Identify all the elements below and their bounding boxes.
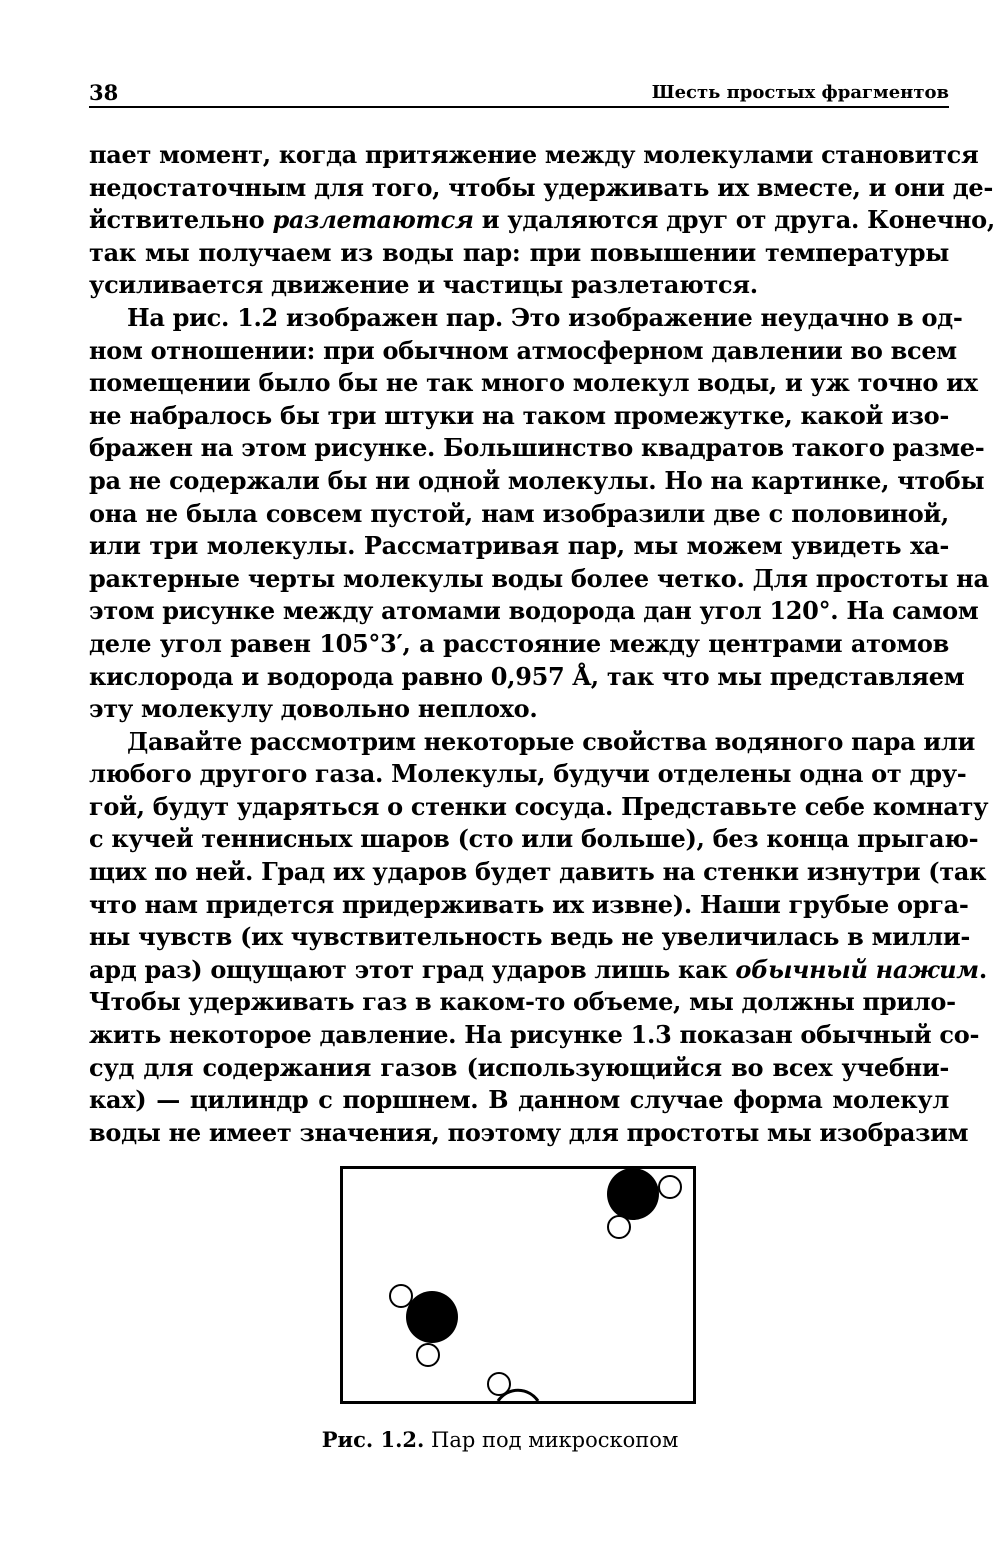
paragraph: [89, 139, 995, 302]
page-number: 38: [89, 80, 119, 105]
text-run: эту молекулу довольно неплохо.: [89, 694, 538, 724]
text-run: щих по ней. Град их ударов будет давить на стенки изнутри (так: [89, 857, 987, 887]
text-line: [89, 856, 987, 889]
page-header: [89, 76, 949, 108]
text-line: [89, 1052, 949, 1085]
text-line: [89, 1117, 969, 1150]
text-run: ны чувств (их чувствительность ведь не увеличилась в милли-: [89, 922, 971, 952]
figure-steam-microscope: [340, 1166, 696, 1404]
text-line: [89, 1019, 980, 1052]
emphasis-text: разлетаются: [272, 205, 474, 235]
hydrogen-atom: [390, 1285, 412, 1307]
text-run: помещении было бы не так много молекул воды, и уж точно их: [89, 368, 978, 398]
text-line: [89, 661, 965, 694]
text-run: рактерные черты молекулы воды более четко. Для простоты на: [89, 563, 989, 593]
hydrogen-atom: [417, 1344, 439, 1366]
text-line: [89, 139, 979, 172]
text-line: [89, 172, 994, 205]
text-line: [89, 921, 971, 954]
text-line: [89, 628, 949, 661]
text-run: этом рисунке между атомами водорода дан угол 120°. На самом: [89, 596, 979, 626]
text-run: ках) — цилиндр с поршнем. В данном случае форма молекул: [89, 1085, 949, 1115]
text-run: недостаточным для того, чтобы удерживать их вместе, и они де-: [89, 172, 994, 202]
text-run: На рис. 1.2 изображен пар. Это изображение неудачно в од-: [127, 302, 963, 332]
caption-text: Пар под микроскопом: [431, 1428, 679, 1452]
text-run: .: [978, 954, 987, 984]
text-line: [89, 269, 949, 302]
text-line: [89, 791, 989, 824]
text-line: [89, 758, 967, 791]
text-run: пает момент, когда притяжение между молекулами становится: [89, 140, 979, 169]
text-line: [89, 954, 987, 987]
text-line: [89, 498, 949, 531]
text-line: [89, 237, 949, 270]
text-run: усиливается движение и частицы разлетаются.: [89, 270, 758, 300]
text-run: Чтобы удерживать газ в каком-то объеме, мы должны прило-: [89, 987, 956, 1017]
body-text: [89, 139, 995, 1149]
text-line: [89, 823, 979, 856]
text-line: [89, 986, 956, 1019]
text-line: [89, 432, 985, 465]
text-line: [89, 302, 963, 335]
text-line: [89, 693, 949, 726]
text-run: или три молекулы. Рассматривая пар, мы можем увидеть ха-: [89, 531, 949, 561]
text-run: суд для содержания газов (использующийся во всех учебни-: [89, 1052, 949, 1082]
text-line: [89, 726, 976, 759]
text-run: с кучей теннисных шаров (сто или больше), без конца прыгаю-: [89, 824, 979, 854]
paragraph: [89, 302, 989, 726]
text-line: [89, 465, 985, 498]
text-run: бражен на этом рисунке. Большинство квадратов такого разме-: [89, 433, 985, 463]
emphasis-text: обычный нажим: [735, 954, 979, 984]
oxygen-atom: [607, 1168, 659, 1220]
text-run: деле угол равен 105°3′, а расстояние между центрами атомов: [89, 628, 949, 658]
text-run: Давайте рассмотрим некоторые свойства водяного пара или: [127, 726, 976, 756]
text-run: гой, будут ударяться о стенки сосуда. Представьте себе комнату: [89, 791, 989, 821]
oxygen-atom: [406, 1291, 458, 1343]
text-run: ра не содержали бы ни одной молекулы. Но на картинке, чтобы: [89, 465, 985, 495]
text-line: [89, 400, 949, 433]
hydrogen-atom: [608, 1216, 630, 1238]
text-line: [89, 367, 978, 400]
text-run: и удаляются друг от друга. Конечно,: [473, 205, 995, 235]
running-title: Шесть простых фрагментов: [651, 82, 949, 103]
text-run: воды не имеет значения, поэтому для простоты мы изобразим: [89, 1117, 969, 1147]
text-line: [89, 335, 957, 368]
text-run: так мы получаем из воды пар: при повышении температуры: [89, 237, 949, 267]
text-run: что нам придется придерживать их извне). Наши грубые орга-: [89, 889, 969, 919]
hydrogen-atom: [488, 1373, 510, 1395]
text-run: ард раз) ощущают этот град ударов лишь как: [89, 954, 736, 984]
text-run: любого другого газа. Молекулы, будучи отделены одна от дру-: [89, 759, 967, 789]
caption-label: Рис. 1.2.: [321, 1427, 425, 1452]
text-run: она не была совсем пустой, нам изобразили две с половиной,: [89, 498, 949, 528]
figure-caption: [0, 1427, 1000, 1452]
text-line: [89, 1084, 949, 1117]
text-run: не набралось бы три штуки на таком промежутке, какой изо-: [89, 400, 949, 430]
paragraph: [89, 726, 989, 1150]
text-run: йствительно: [89, 205, 273, 235]
text-run: кислорода и водорода равно 0,957 Å, так что мы представляем: [89, 661, 965, 691]
text-line: [89, 530, 949, 563]
text-line: [89, 889, 969, 922]
text-line: [89, 595, 979, 628]
text-line: [89, 563, 989, 596]
text-line: [89, 204, 995, 237]
text-run: жить некоторое давление. На рисунке 1.3 показан обычный со-: [89, 1020, 980, 1050]
hydrogen-atom: [659, 1176, 681, 1198]
text-run: ном отношении: при обычном атмосферном давлении во всем: [89, 335, 957, 365]
